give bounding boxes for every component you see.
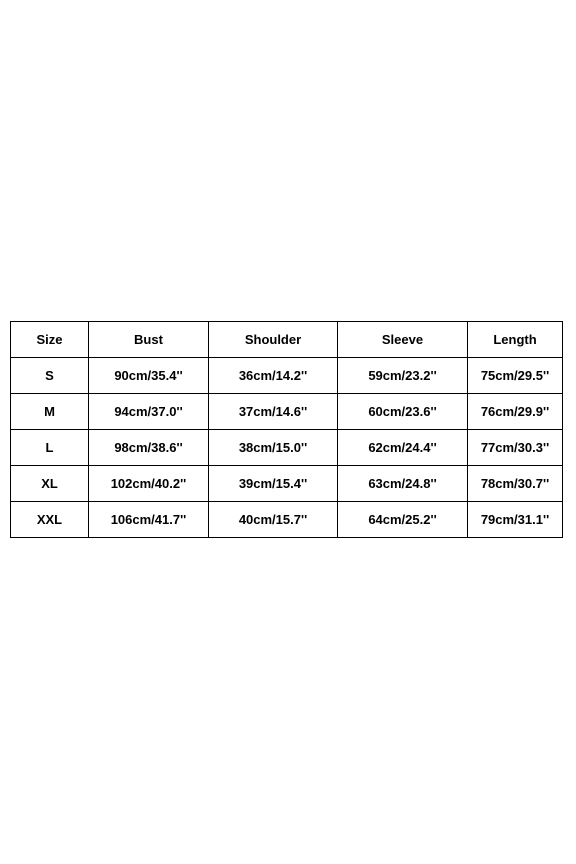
cell-bust: 106cm/41.7'' — [89, 502, 209, 538]
table-row-xxl — [11, 502, 563, 538]
table-row-xl — [11, 466, 563, 502]
cell-size: M — [11, 394, 89, 430]
table-row-s — [11, 358, 563, 394]
cell-length: 77cm/30.3'' — [468, 430, 563, 466]
header-bust: Bust — [89, 322, 209, 358]
header-length: Length — [468, 322, 563, 358]
cell-shoulder: 38cm/15.0'' — [209, 430, 338, 466]
size-chart-table — [10, 321, 563, 538]
cell-sleeve: 62cm/24.4'' — [338, 430, 468, 466]
cell-bust: 94cm/37.0'' — [89, 394, 209, 430]
cell-length: 79cm/31.1'' — [468, 502, 563, 538]
cell-shoulder: 40cm/15.7'' — [209, 502, 338, 538]
cell-size: L — [11, 430, 89, 466]
header-shoulder: Shoulder — [209, 322, 338, 358]
cell-size: XXL — [11, 502, 89, 538]
cell-length: 76cm/29.9'' — [468, 394, 563, 430]
cell-shoulder: 36cm/14.2'' — [209, 358, 338, 394]
cell-sleeve: 60cm/23.6'' — [338, 394, 468, 430]
table-row-l — [11, 430, 563, 466]
cell-shoulder: 39cm/15.4'' — [209, 466, 338, 502]
cell-bust: 102cm/40.2'' — [89, 466, 209, 502]
cell-bust: 90cm/35.4'' — [89, 358, 209, 394]
cell-size: S — [11, 358, 89, 394]
cell-size: XL — [11, 466, 89, 502]
cell-length: 75cm/29.5'' — [468, 358, 563, 394]
size-chart-body — [11, 358, 563, 538]
header-size: Size — [11, 322, 89, 358]
cell-sleeve: 63cm/24.8'' — [338, 466, 468, 502]
table-row-m — [11, 394, 563, 430]
cell-sleeve: 64cm/25.2'' — [338, 502, 468, 538]
cell-length: 78cm/30.7'' — [468, 466, 563, 502]
cell-bust: 98cm/38.6'' — [89, 430, 209, 466]
cell-shoulder: 37cm/14.6'' — [209, 394, 338, 430]
header-row — [11, 322, 563, 358]
header-sleeve: Sleeve — [338, 322, 468, 358]
cell-sleeve: 59cm/23.2'' — [338, 358, 468, 394]
size-chart-header — [11, 322, 563, 358]
